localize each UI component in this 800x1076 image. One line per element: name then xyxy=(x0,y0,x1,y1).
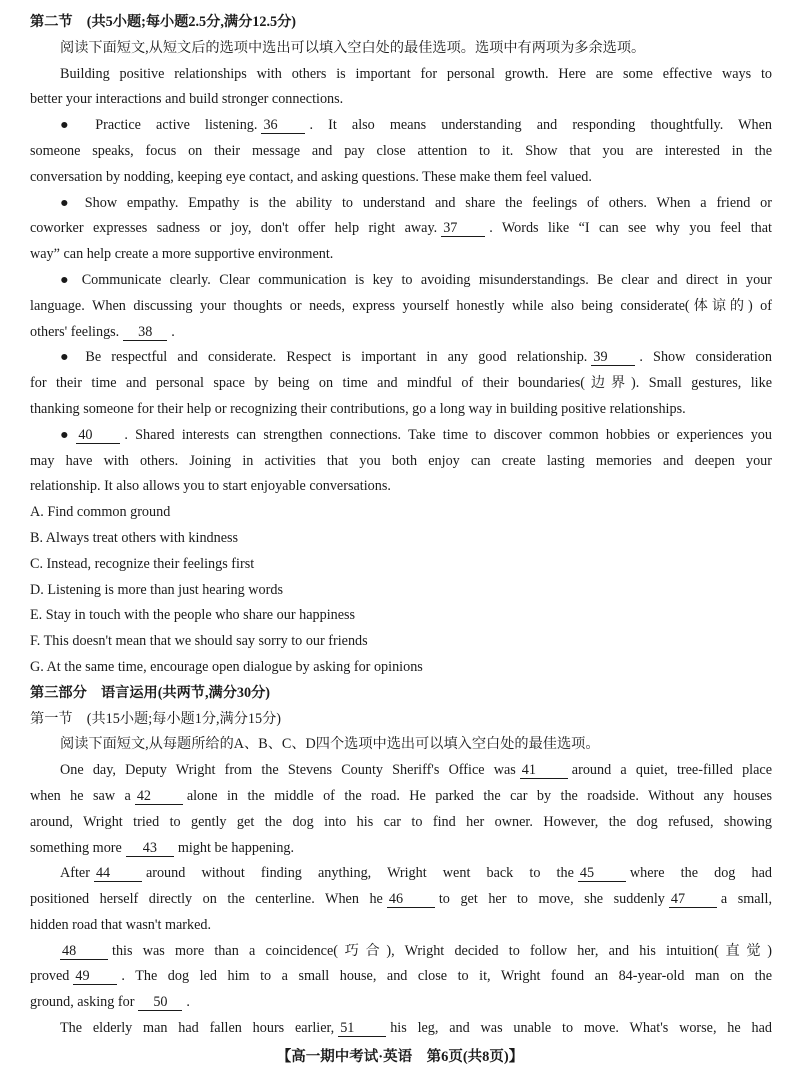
cloze-text-6c: a small, xyxy=(720,891,772,908)
cloze-line-5 xyxy=(30,861,772,887)
cloze-line-1 xyxy=(30,758,772,784)
paragraph-1-line-1 xyxy=(30,113,772,139)
paragraph-1-line-2: someone speaks, focus on their message and pay close attention to it. Show that you are interested in the xyxy=(30,142,772,159)
cloze-line-3: around, Wright tried to gently get the dog into his car to find her owner. However, the dog refused, showing xyxy=(30,813,772,830)
paragraph-5-line-3: relationship. It also allows you to start enjoyable conversations. xyxy=(30,478,391,495)
paragraph-4-line-1 xyxy=(30,345,772,371)
paragraph-2-line-2 xyxy=(30,216,772,242)
cloze-text-5b: around without finding anything, Wright went back to the xyxy=(145,865,574,882)
paragraph-2-line-1: ● Show empathy. Empathy is the ability to understand and share the feelings of others. When a friend or xyxy=(60,194,772,211)
paragraph-5-text-b: . Shared interests can strengthen connections. Take time to discover common hobbies or experiences you xyxy=(124,426,772,443)
blank-46[interactable]: 46 xyxy=(387,891,435,908)
paragraph-4-line-3: thanking someone for their help or recognizing their contributions, go a long way in building positive relationships. xyxy=(30,400,686,417)
paragraph-4-line-2: for their time and personal space by being on time and mindful of their boundaries(边界). Small gestures, like xyxy=(30,375,772,392)
cloze-text-5c: where the dog had xyxy=(629,865,772,882)
paragraph-1-line-3: conversation by nodding, keeping eye contact, and asking questions. These make them feel valued. xyxy=(30,168,592,185)
blank-44[interactable]: 44 xyxy=(94,865,142,882)
option-e: E. Stay in touch with the people who share our happiness xyxy=(30,607,356,624)
cloze-text-11b: his leg, and was unable to move. What's worse, he had xyxy=(390,1020,772,1037)
paragraph-3-line-2: language. When discussing your thoughts or needs, express yourself honestly while also being considerate(体谅的) of xyxy=(30,297,772,314)
option-c: C. Instead, recognize their feelings first xyxy=(30,555,255,572)
paragraph-4-text-b: . Show consideration xyxy=(639,349,772,366)
cloze-line-7: hidden road that wasn't marked. xyxy=(30,916,212,933)
part3-section1-header: 第一节 (共15小题;每小题1分,满分15分) xyxy=(30,710,282,727)
part3-instruction: 阅读下面短文,从每题所给的A、B、C、D四个选项中选出可以填入空白处的最佳选项。 xyxy=(60,736,600,753)
blank-43[interactable]: 43 xyxy=(126,840,174,857)
blank-42[interactable]: 42 xyxy=(135,788,183,805)
paragraph-3-text-a: others' feelings. xyxy=(30,323,120,340)
paragraph-3-line-1: ● Communicate clearly. Clear communication is key to avoiding misunderstandings. Be clear and direct in your xyxy=(60,271,772,288)
cloze-text-9a: proved xyxy=(30,968,70,985)
blank-51[interactable]: 51 xyxy=(338,1020,386,1037)
cloze-text-4b: might be happening. xyxy=(177,839,295,856)
paragraph-5-line-1 xyxy=(30,423,772,449)
paragraph-5-bullet: ● xyxy=(60,426,73,443)
paragraph-3-text-b: . xyxy=(171,323,175,340)
cloze-line-10 xyxy=(30,990,772,1016)
blank-39[interactable]: 39 xyxy=(591,349,635,366)
blank-40[interactable]: 40 xyxy=(76,427,120,444)
cloze-text-2b: alone in the middle of the road. He parked the car by the roadside. Without any houses xyxy=(186,787,772,804)
blank-50[interactable]: 50 xyxy=(138,994,182,1011)
blank-37[interactable]: 37 xyxy=(441,220,485,237)
cloze-text-1a: One day, Deputy Wright from the Stevens County Sheriff's Office was xyxy=(60,762,516,779)
cloze-text-4a: something more xyxy=(30,839,122,856)
cloze-text-10b: . xyxy=(186,994,190,1011)
blank-38[interactable]: 38 xyxy=(123,324,167,341)
cloze-text-11a: The elderly man had fallen hours earlier, xyxy=(60,1020,335,1037)
paragraph-5-line-2: may have with others. Joining in activities that you both enjoy can create lasting memories and deepen your xyxy=(30,452,772,469)
paragraph-3-line-3 xyxy=(30,320,772,346)
cloze-text-5a: After xyxy=(60,865,90,882)
paragraph-2-text-a: coworker expresses sadness or joy, don't offer help right away. xyxy=(30,220,438,237)
cloze-line-4 xyxy=(30,836,772,862)
page-footer: 【高一期中考试·英语 第6页(共8页)】 xyxy=(276,1049,524,1065)
option-f: F. This doesn't mean that we should say sorry to our friends xyxy=(30,633,368,650)
cloze-text-8b: this was more than a coincidence(巧合), Wright decided to follow her, and his intuition(直觉) xyxy=(112,942,772,959)
option-d: D. Listening is more than just hearing words xyxy=(30,581,283,598)
cloze-text-1b: around a quiet, tree-filled place xyxy=(571,762,772,779)
paragraph-1-text-a: ● Practice active listening. xyxy=(60,117,258,134)
option-b: B. Always treat others with kindness xyxy=(30,529,239,546)
part3-header: 第三部分 语言运用(共两节,满分30分) xyxy=(30,684,270,701)
cloze-line-8 xyxy=(30,939,772,965)
paragraph-4-text-a: ● Be respectful and considerate. Respect is important in any good relationship. xyxy=(60,349,588,366)
cloze-text-10a: ground, asking for xyxy=(30,994,135,1011)
section2-instruction: 阅读下面短文,从短文后的选项中选出可以填入空白处的最佳选项。选项中有两项为多余选项。 xyxy=(60,39,646,56)
blank-36[interactable]: 36 xyxy=(261,117,305,134)
cloze-text-2a: when he saw a xyxy=(30,787,131,804)
paragraph-2-text-b: . Words like “I can see why you feel that xyxy=(489,220,772,237)
cloze-line-6 xyxy=(30,887,772,913)
cloze-line-9 xyxy=(30,964,772,990)
cloze-line-2 xyxy=(30,784,772,810)
blank-41[interactable]: 41 xyxy=(520,762,568,779)
paragraph-2-line-3: way” can help create a more supportive environment. xyxy=(30,246,334,263)
cloze-text-6a: positioned herself directly on the centerline. When he xyxy=(30,891,383,908)
blank-45[interactable]: 45 xyxy=(578,865,626,882)
cloze-text-6b: to get her to move, she suddenly xyxy=(438,891,665,908)
blank-47[interactable]: 47 xyxy=(669,891,717,908)
intro-line-2: better your interactions and build stronger connections. xyxy=(30,91,344,108)
blank-49[interactable]: 49 xyxy=(73,968,117,985)
intro-line-1: Building positive relationships with others is important for personal growth. Here are some effective ways to xyxy=(60,65,772,82)
blank-48[interactable]: 48 xyxy=(60,943,108,960)
option-g: G. At the same time, encourage open dialogue by asking for opinions xyxy=(30,658,423,675)
paragraph-1-text-b: . It also means understanding and responding thoughtfully. When xyxy=(309,117,772,134)
option-a: A. Find common ground xyxy=(30,504,171,521)
cloze-text-9b: . The dog led him to a small house, and close to it, Wright found an 84-year-old man on the xyxy=(121,968,772,985)
cloze-line-11 xyxy=(30,1016,772,1042)
section2-header: 第二节 (共5小题;每小题2.5分,满分12.5分) xyxy=(30,14,297,30)
